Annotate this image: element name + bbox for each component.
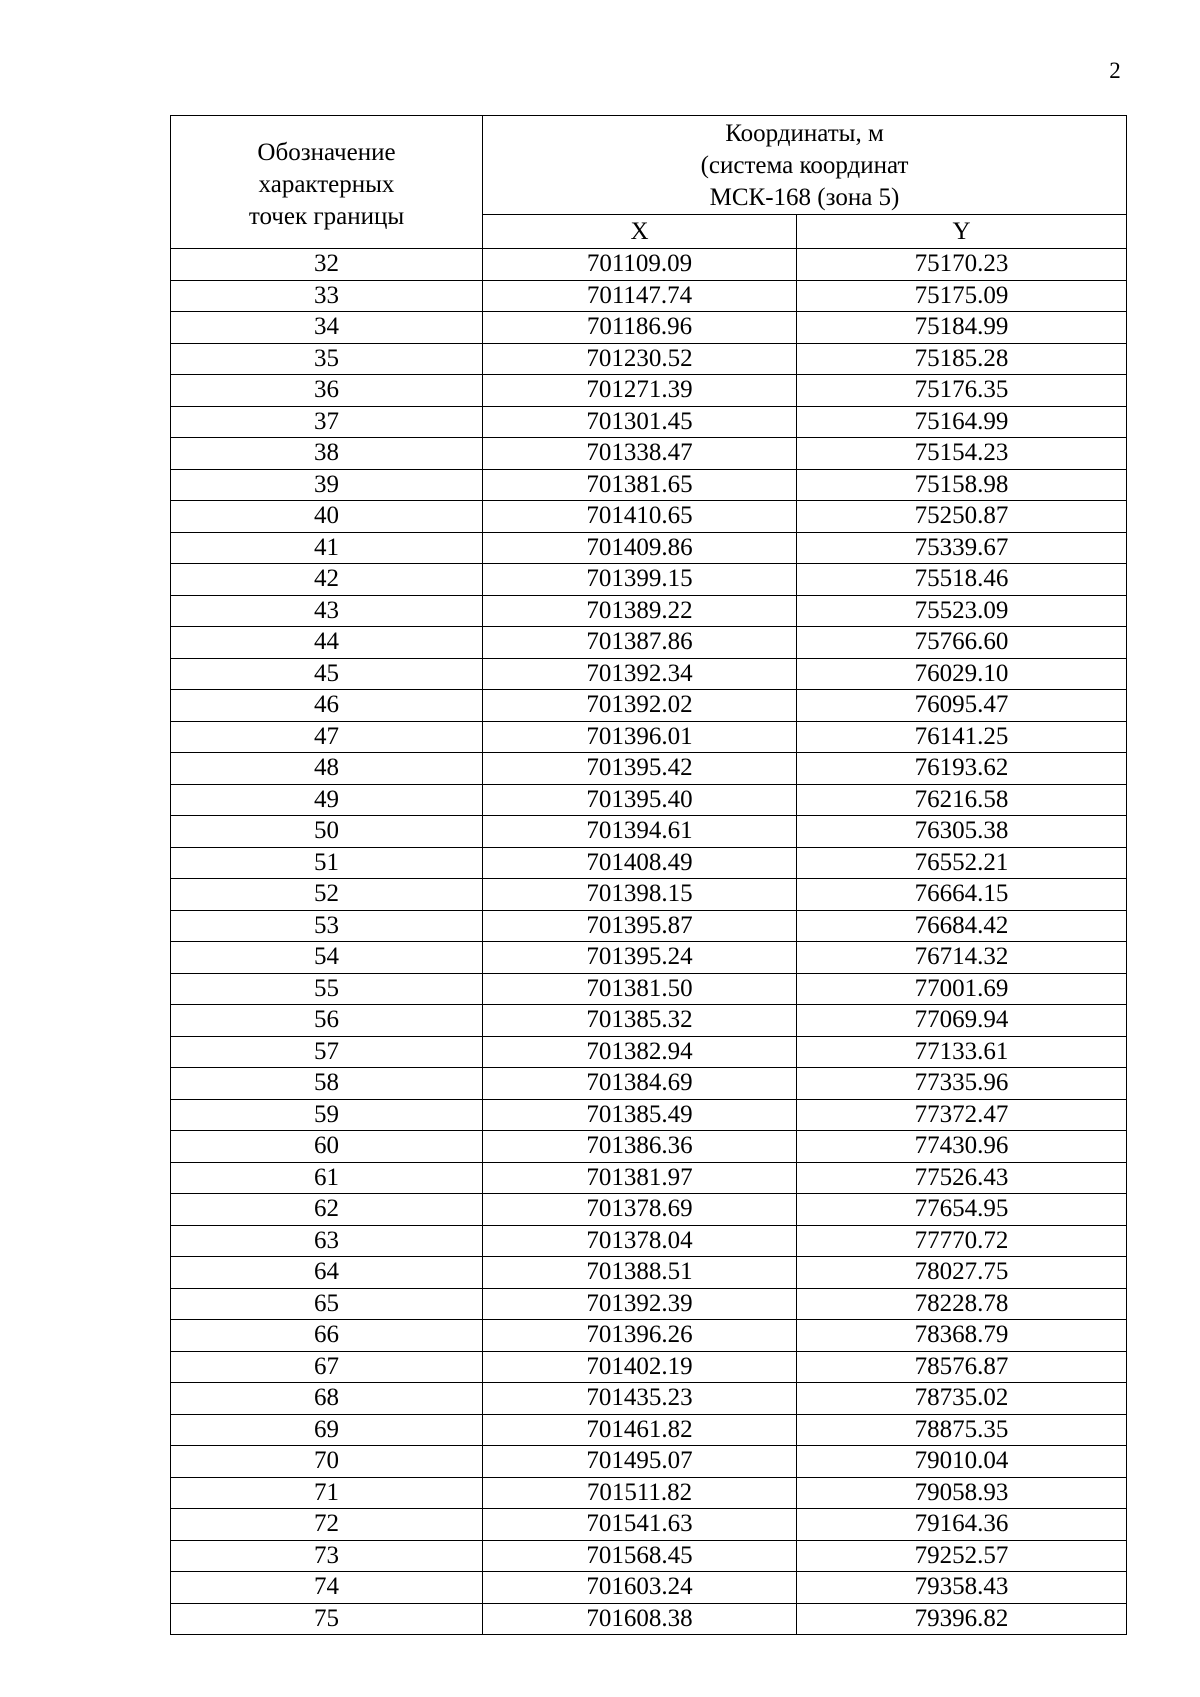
table-row — [171, 1414, 1127, 1446]
point-number-cell: 56 — [171, 1005, 483, 1037]
table-row — [171, 1068, 1127, 1100]
point-number-cell: 47 — [171, 721, 483, 753]
y-coordinate-cell: 76095.47 — [797, 690, 1127, 722]
designation-header-line: точек границы — [248, 203, 405, 230]
y-coordinate-cell: 78368.79 — [797, 1320, 1127, 1352]
y-coordinate-cell: 75175.09 — [797, 280, 1127, 312]
x-coordinate-cell: 701386.36 — [483, 1131, 797, 1163]
table-row — [171, 1446, 1127, 1478]
y-coordinate-cell: 77430.96 — [797, 1131, 1127, 1163]
point-number-cell: 44 — [171, 627, 483, 659]
x-coordinate-cell: 701541.63 — [483, 1509, 797, 1541]
point-number-cell: 62 — [171, 1194, 483, 1226]
x-coordinate-cell: 701408.49 — [483, 847, 797, 879]
y-coordinate-cell: 75170.23 — [797, 249, 1127, 281]
x-coordinate-cell: 701378.69 — [483, 1194, 797, 1226]
point-number-cell: 35 — [171, 343, 483, 375]
y-column-header: Y — [797, 215, 1127, 249]
point-number-cell: 71 — [171, 1477, 483, 1509]
point-number-cell: 40 — [171, 501, 483, 533]
y-coordinate-cell: 78576.87 — [797, 1351, 1127, 1383]
x-coordinate-cell: 701378.04 — [483, 1225, 797, 1257]
x-coordinate-cell: 701409.86 — [483, 532, 797, 564]
table-row — [171, 1194, 1127, 1226]
point-number-cell: 54 — [171, 942, 483, 974]
point-number-cell: 75 — [171, 1603, 483, 1635]
y-coordinate-cell: 75164.99 — [797, 406, 1127, 438]
table-row — [171, 658, 1127, 690]
x-coordinate-cell: 701396.26 — [483, 1320, 797, 1352]
table-row — [171, 312, 1127, 344]
x-coordinate-cell: 701388.51 — [483, 1257, 797, 1289]
table-row — [171, 942, 1127, 974]
y-coordinate-cell: 78875.35 — [797, 1414, 1127, 1446]
table-row — [171, 1005, 1127, 1037]
x-coordinate-cell: 701109.09 — [483, 249, 797, 281]
y-coordinate-cell: 75766.60 — [797, 627, 1127, 659]
point-number-cell: 53 — [171, 910, 483, 942]
y-coordinate-cell: 79358.43 — [797, 1572, 1127, 1604]
point-number-cell: 58 — [171, 1068, 483, 1100]
y-coordinate-cell: 76552.21 — [797, 847, 1127, 879]
point-number-cell: 65 — [171, 1288, 483, 1320]
point-number-cell: 69 — [171, 1414, 483, 1446]
table-row — [171, 973, 1127, 1005]
point-number-cell: 52 — [171, 879, 483, 911]
x-coordinate-cell: 701147.74 — [483, 280, 797, 312]
point-number-cell: 70 — [171, 1446, 483, 1478]
x-column-header: X — [483, 215, 797, 249]
y-coordinate-cell: 76216.58 — [797, 784, 1127, 816]
y-coordinate-cell: 78027.75 — [797, 1257, 1127, 1289]
table-row — [171, 721, 1127, 753]
x-coordinate-cell: 701301.45 — [483, 406, 797, 438]
y-coordinate-cell: 79010.04 — [797, 1446, 1127, 1478]
table-row — [171, 784, 1127, 816]
coordinates-header-line: МСК-168 (зона 5) — [709, 184, 900, 211]
point-number-cell: 36 — [171, 375, 483, 407]
y-coordinate-cell: 75339.67 — [797, 532, 1127, 564]
x-coordinate-cell: 701395.42 — [483, 753, 797, 785]
point-number-cell: 42 — [171, 564, 483, 596]
x-coordinate-cell: 701511.82 — [483, 1477, 797, 1509]
point-number-cell: 72 — [171, 1509, 483, 1541]
table-row — [171, 879, 1127, 911]
y-coordinate-cell: 75184.99 — [797, 312, 1127, 344]
point-number-cell: 38 — [171, 438, 483, 470]
point-number-cell: 43 — [171, 595, 483, 627]
designation-header-line: Обозначение — [257, 139, 396, 166]
x-coordinate-cell: 701382.94 — [483, 1036, 797, 1068]
x-coordinate-cell: 701402.19 — [483, 1351, 797, 1383]
table-row — [171, 375, 1127, 407]
y-coordinate-cell: 76664.15 — [797, 879, 1127, 911]
table-row — [171, 1509, 1127, 1541]
x-coordinate-cell: 701394.61 — [483, 816, 797, 848]
table-row — [171, 1131, 1127, 1163]
y-coordinate-cell: 77335.96 — [797, 1068, 1127, 1100]
table-row — [171, 564, 1127, 596]
y-coordinate-cell: 75250.87 — [797, 501, 1127, 533]
point-number-cell: 73 — [171, 1540, 483, 1572]
x-coordinate-cell: 701387.86 — [483, 627, 797, 659]
table-row — [171, 753, 1127, 785]
y-coordinate-cell: 75158.98 — [797, 469, 1127, 501]
y-coordinate-cell: 79058.93 — [797, 1477, 1127, 1509]
x-coordinate-cell: 701186.96 — [483, 312, 797, 344]
table-header — [171, 116, 1127, 249]
y-coordinate-cell: 75185.28 — [797, 343, 1127, 375]
coordinates-header-line: Координаты, м — [725, 120, 884, 147]
point-number-cell: 67 — [171, 1351, 483, 1383]
table-row — [171, 1540, 1127, 1572]
point-number-cell: 64 — [171, 1257, 483, 1289]
point-number-cell: 50 — [171, 816, 483, 848]
table-row — [171, 532, 1127, 564]
table-row — [171, 1383, 1127, 1415]
table-row — [171, 1036, 1127, 1068]
x-coordinate-cell: 701608.38 — [483, 1603, 797, 1635]
y-coordinate-cell: 79252.57 — [797, 1540, 1127, 1572]
y-coordinate-cell: 79164.36 — [797, 1509, 1127, 1541]
y-coordinate-cell: 79396.82 — [797, 1603, 1127, 1635]
table-row — [171, 1477, 1127, 1509]
table-row — [171, 595, 1127, 627]
y-coordinate-cell: 75176.35 — [797, 375, 1127, 407]
table-row — [171, 406, 1127, 438]
y-coordinate-cell: 76684.42 — [797, 910, 1127, 942]
y-coordinate-cell: 76141.25 — [797, 721, 1127, 753]
designation-header — [171, 116, 483, 249]
table-row — [171, 1257, 1127, 1289]
x-coordinate-cell: 701395.87 — [483, 910, 797, 942]
point-number-cell: 34 — [171, 312, 483, 344]
x-coordinate-cell: 701271.39 — [483, 375, 797, 407]
point-number-cell: 45 — [171, 658, 483, 690]
point-number-cell: 66 — [171, 1320, 483, 1352]
point-number-cell: 33 — [171, 280, 483, 312]
designation-header-line: характерных — [258, 171, 395, 198]
table-row — [171, 1099, 1127, 1131]
table-row — [171, 1320, 1127, 1352]
coordinates-header — [483, 116, 1127, 215]
x-coordinate-cell: 701395.24 — [483, 942, 797, 974]
point-number-cell: 60 — [171, 1131, 483, 1163]
y-coordinate-cell: 76029.10 — [797, 658, 1127, 690]
x-coordinate-cell: 701495.07 — [483, 1446, 797, 1478]
x-coordinate-cell: 701392.34 — [483, 658, 797, 690]
table-row — [171, 627, 1127, 659]
point-number-cell: 74 — [171, 1572, 483, 1604]
y-coordinate-cell: 76714.32 — [797, 942, 1127, 974]
table-body — [171, 249, 1127, 1635]
point-number-cell: 59 — [171, 1099, 483, 1131]
table-row — [171, 343, 1127, 375]
table-row — [171, 1603, 1127, 1635]
x-coordinate-cell: 701392.02 — [483, 690, 797, 722]
point-number-cell: 46 — [171, 690, 483, 722]
point-number-cell: 49 — [171, 784, 483, 816]
table-row — [171, 910, 1127, 942]
y-coordinate-cell: 78228.78 — [797, 1288, 1127, 1320]
x-coordinate-cell: 701398.15 — [483, 879, 797, 911]
point-number-cell: 37 — [171, 406, 483, 438]
coordinates-table — [170, 115, 1127, 1635]
x-coordinate-cell: 701385.49 — [483, 1099, 797, 1131]
x-coordinate-cell: 701381.65 — [483, 469, 797, 501]
table-row — [171, 1288, 1127, 1320]
x-coordinate-cell: 701385.32 — [483, 1005, 797, 1037]
table-row — [171, 1162, 1127, 1194]
x-coordinate-cell: 701381.97 — [483, 1162, 797, 1194]
x-coordinate-cell: 701435.23 — [483, 1383, 797, 1415]
y-coordinate-cell: 75523.09 — [797, 595, 1127, 627]
y-coordinate-cell: 76193.62 — [797, 753, 1127, 785]
point-number-cell: 63 — [171, 1225, 483, 1257]
y-coordinate-cell: 75154.23 — [797, 438, 1127, 470]
y-coordinate-cell: 77654.95 — [797, 1194, 1127, 1226]
x-coordinate-cell: 701381.50 — [483, 973, 797, 1005]
y-coordinate-cell: 77133.61 — [797, 1036, 1127, 1068]
table-row — [171, 249, 1127, 281]
x-coordinate-cell: 701461.82 — [483, 1414, 797, 1446]
point-number-cell: 57 — [171, 1036, 483, 1068]
x-coordinate-cell: 701338.47 — [483, 438, 797, 470]
y-coordinate-cell: 77069.94 — [797, 1005, 1127, 1037]
table-row — [171, 501, 1127, 533]
table-row — [171, 816, 1127, 848]
x-coordinate-cell: 701384.69 — [483, 1068, 797, 1100]
point-number-cell: 68 — [171, 1383, 483, 1415]
page-number: 2 — [1109, 58, 1121, 83]
x-coordinate-cell: 701230.52 — [483, 343, 797, 375]
x-coordinate-cell: 701395.40 — [483, 784, 797, 816]
table-row — [171, 438, 1127, 470]
y-coordinate-cell: 77526.43 — [797, 1162, 1127, 1194]
y-coordinate-cell: 78735.02 — [797, 1383, 1127, 1415]
x-coordinate-cell: 701389.22 — [483, 595, 797, 627]
y-coordinate-cell: 76305.38 — [797, 816, 1127, 848]
table-row — [171, 1572, 1127, 1604]
x-coordinate-cell: 701410.65 — [483, 501, 797, 533]
point-number-cell: 55 — [171, 973, 483, 1005]
table-row — [171, 1351, 1127, 1383]
x-coordinate-cell: 701392.39 — [483, 1288, 797, 1320]
table-row — [171, 847, 1127, 879]
x-coordinate-cell: 701396.01 — [483, 721, 797, 753]
table-row — [171, 1225, 1127, 1257]
table-row — [171, 280, 1127, 312]
y-coordinate-cell: 77001.69 — [797, 973, 1127, 1005]
x-coordinate-cell: 701603.24 — [483, 1572, 797, 1604]
coordinates-header-line: (система координат — [700, 152, 909, 179]
point-number-cell: 32 — [171, 249, 483, 281]
point-number-cell: 39 — [171, 469, 483, 501]
y-coordinate-cell: 75518.46 — [797, 564, 1127, 596]
point-number-cell: 41 — [171, 532, 483, 564]
point-number-cell: 61 — [171, 1162, 483, 1194]
x-coordinate-cell: 701568.45 — [483, 1540, 797, 1572]
point-number-cell: 51 — [171, 847, 483, 879]
point-number-cell: 48 — [171, 753, 483, 785]
table-row — [171, 690, 1127, 722]
y-coordinate-cell: 77770.72 — [797, 1225, 1127, 1257]
x-coordinate-cell: 701399.15 — [483, 564, 797, 596]
y-coordinate-cell: 77372.47 — [797, 1099, 1127, 1131]
table-row — [171, 469, 1127, 501]
